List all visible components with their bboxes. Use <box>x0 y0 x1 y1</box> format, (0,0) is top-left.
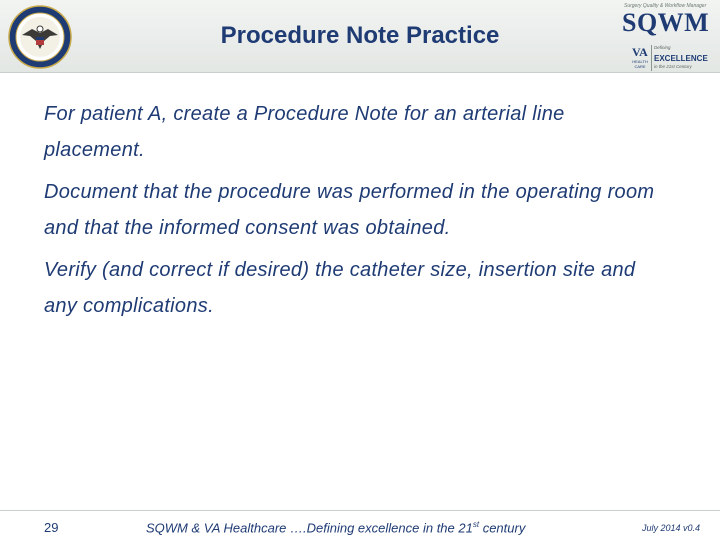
instruction-paragraph: Document that the procedure was performed in the operating room and that the informed consent was obtained. <box>44 181 655 239</box>
page-title: Procedure Note Practice <box>220 22 500 49</box>
page-number: 29 <box>44 520 59 535</box>
va-mark-sub: HEALTH CARE <box>632 59 648 69</box>
logo-wordmark: SQWM <box>622 8 710 37</box>
va-mark: VA <box>632 45 648 59</box>
instruction-paragraph: For patient A, create a Procedure Note for an arterial line placement. <box>44 103 565 161</box>
footer-tagline-text: SQWM & VA Healthcare ….Defining excellence in the 21 <box>146 520 473 536</box>
logo-tagline: Surgery Quality & Workflow Manager <box>624 3 707 9</box>
footer-version: July 2014 v0.4 <box>642 523 701 533</box>
logo-century: in the 21st Century <box>654 64 692 69</box>
logo-defining: Defining <box>654 45 671 50</box>
va-seal-icon <box>8 5 72 69</box>
logo-divider <box>651 45 652 71</box>
instructions <box>44 96 664 330</box>
instruction-paragraph: Verify (and correct if desired) the catheter size, insertion site and any complications. <box>44 259 636 317</box>
slide-header <box>0 0 720 73</box>
sqwm-logo <box>610 2 718 72</box>
footer-tagline <box>146 520 525 535</box>
footer-tagline-end: century <box>479 520 526 536</box>
logo-excellence: EXCELLENCE <box>654 54 708 63</box>
footer-tagline-sup: st <box>472 520 480 529</box>
footer-divider <box>0 510 720 511</box>
